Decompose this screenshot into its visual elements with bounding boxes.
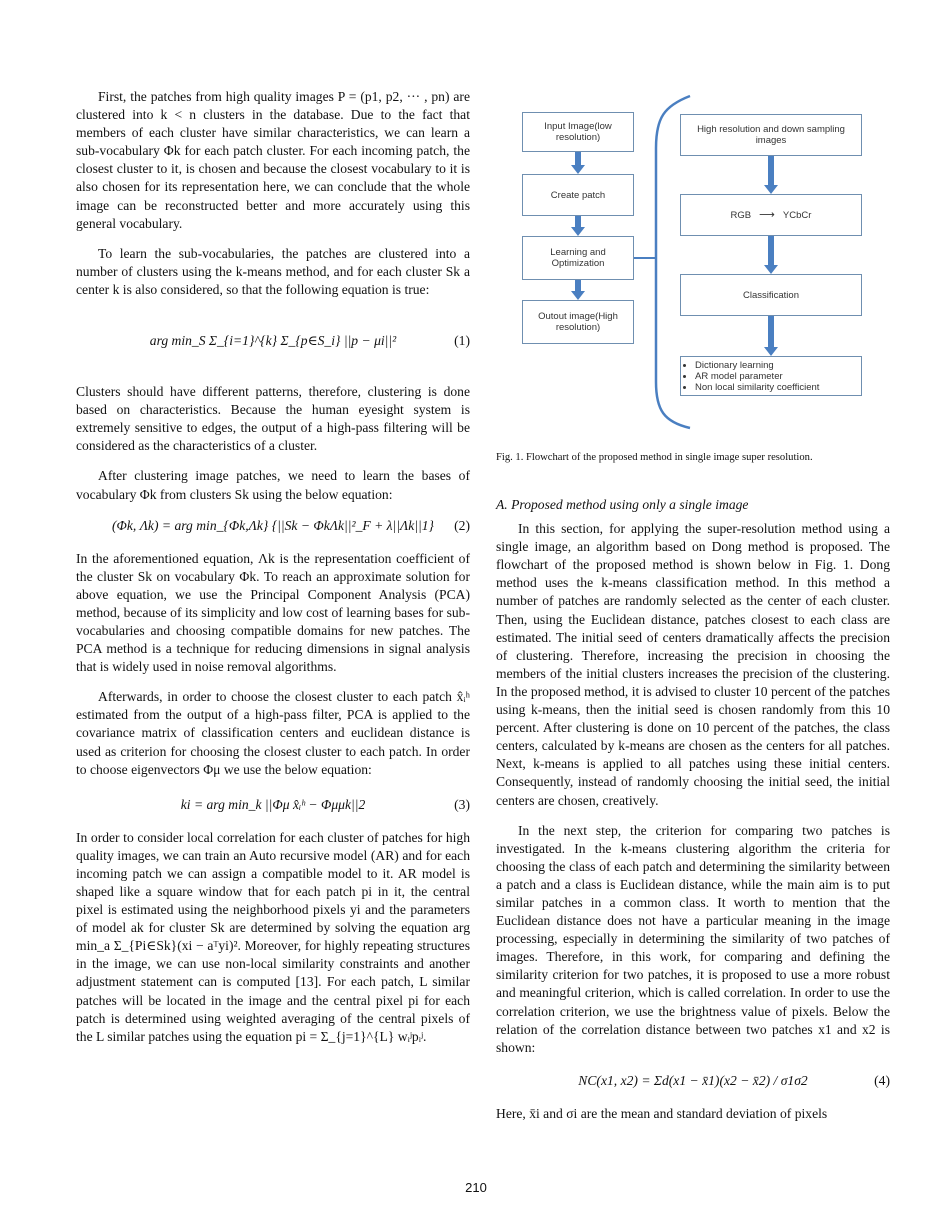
equation-1 <box>76 313 470 369</box>
paragraph: Afterwards, in order to choose the closest cluster to each patch x̂ᵢʰ estimated from the output of a high-pass filter, PCA is applied to the covariance matrix of classification centers and euclidean distance is used as criterion for choosing the closest cluster to each patch. In order to choose eigenvectors Φμ we use the below equation: <box>76 689 470 777</box>
down-arrow-icon <box>764 236 778 274</box>
down-arrow-icon <box>764 156 778 194</box>
equation-number: (2) <box>454 517 470 533</box>
equation-number: (3) <box>454 796 470 812</box>
page-number: 210 <box>465 1180 487 1195</box>
bullet-item: • AR model parameter <box>695 371 819 382</box>
equation-3 <box>76 787 470 823</box>
flow-box-classification: Classification <box>680 274 862 316</box>
bullet-item: • Dictionary learning <box>695 360 819 371</box>
equation-4 <box>496 1061 890 1101</box>
figure-caption: Fig. 1. Flowchart of the proposed method in single image super resolution. <box>496 452 813 463</box>
flow-box-color-conversion <box>680 194 862 236</box>
right-column <box>496 496 890 1123</box>
ycbcr-label: YCbCr <box>782 209 812 221</box>
paragraph: To learn the sub-vocabularies, the patches are clustered into a number of clusters using the k-means method, and for each cluster Sk a center k is also considered, so that the following equation is true: <box>76 245 470 297</box>
paragraph: Here, x̄i and σi are the mean and standard deviation of pixels <box>496 1105 828 1121</box>
paragraph: In this section, for applying the super-resolution method using a single image, an algorithm based on Dong method is proposed. The flowchart of the proposed method is shown below in Fig. 1. Dong method uses the k-means classification method. In this method a number of patches are randomly selected as the center of each cluster. Then, using the Euclidean distance, patches closest to each class are estimated. The initial seed of centers dramatically affects the precision of clustering. Therefore, increasing the precision in choosing the members of the initial clusters increases the precision of the clustering. In the proposed method, it is advised to cluster 10 percent of the patches using k-means, then the initial seed is chosen randomly from this 10 percent. After clustering is done on 10 percent of the patches, the class centers, calculated by k-means are chosen as the centers for all patches. Next, k-means is applied to all patches using these initial centers. Consequently, instead of randomly choosing the initial seed, the initial centers are chosen, creatively. <box>496 521 890 808</box>
flow-box-create-patch: Create patch <box>522 174 634 216</box>
down-arrow-icon <box>764 316 778 356</box>
equation-2 <box>76 508 470 544</box>
equation-body: (Φk, Λk) = arg min_{Φk,Λk} {||Sk − ΦkΛk||²_F + λ||Λk||1} <box>112 517 434 533</box>
left-column <box>76 88 470 1046</box>
equation-number: (1) <box>454 333 470 349</box>
flow-box-bullets <box>680 356 862 396</box>
rgb-label: RGB <box>730 209 752 221</box>
paragraph: First, the patches from high quality images P = (p1, p2, ··· , pn) are clustered into k < n clusters in the database. Due to the fact that members of each cluster have similar characteristics, we can learn a sub-vocabulary Φk for each patch cluster. For each incoming patch, the closest cluster to it, is chosen and because the closest vocabulary to it is also chosen for its representation here, we can conclude that the whole image can be reconstructed better and more accurately using this general vocabulary. <box>76 89 470 231</box>
equation-body: ki = arg min_k ||Φμ x̂ᵢʰ − Φμμk||2 <box>180 796 366 812</box>
right-arrow-icon: ⟶ <box>759 208 775 221</box>
paragraph: After clustering image patches, we need to learn the bases of vocabulary Φk from clusters Sk using the below equation: <box>76 468 470 502</box>
bullet-item: • Non local similarity coefficient <box>695 382 819 393</box>
flow-box-output: Outout image(High resolution) <box>522 300 634 344</box>
flow-box-hr-downsampling: High resolution and down sampling images <box>680 114 862 156</box>
flow-box-input: Input Image(low resolution) <box>522 112 634 152</box>
paragraph: In the next step, the criterion for comparing two patches is investigated. In the k-means clustering algorithm the criteria for choosing the class of each patch and determining the similarity between a patch and a class is Euclidean distance, while the main aim is to put similar patches in a common class. It worth to mention that the Euclidean distance does not have a particular meaning in the image processing, especially in determining the similarity of two patches of images. Therefore, in this work, for comparing and defining the similarity criterion for two patches, it is proposed to use a more robust and meaningful criterion, which is called correlation. In order to use the correlation criterion, we use the brightness value of pixels. Below the relation of the correlation distance between two patches x1 and x2 is shown: <box>496 822 890 1055</box>
equation-number: (4) <box>874 1072 890 1088</box>
equation-body: NC(x1, x2) = Σd(x1 − x̄1)(x2 − x̄2) / σ1σ2 <box>578 1072 808 1088</box>
subsection-heading: A. Proposed method using only a single image <box>496 497 749 512</box>
flowchart-figure <box>514 92 876 432</box>
paragraph: In order to consider local correlation for each cluster of patches for high quality images, we can train an Auto recursive model (AR) and for each incoming patch we can assign a compatible model to it. AR model is shaped like a square window that for each patch pi in it, the central pixel is estimated using the neighborhood pixels yi and the parameters of model ak for cluster Sk are determined by solving the equation arg min_a Σ_{Pi∈Sk}(xi − aᵀyi)². Moreover, for highly repeating structures in the image, we can use non-local similarity constraints and another adjustment statement can is computed [13]. For each patch, L similar patches will be located in the image and the central pixel pi for each patch is determined using weighted averaging of the central pixels of the L similar patches using the equation pi = Σ_{j=1}^{L} wᵢʲpᵢʲ. <box>76 829 470 1044</box>
equation-body: arg min_S Σ_{i=1}^{k} Σ_{p∈S_i} ||p − μi||² <box>149 333 397 349</box>
bullet-list <box>681 360 819 393</box>
paragraph: In the aforementioned equation, Λk is the representation coefficient of the cluster Sk on vocabulary Φk. To reach an approximate solution for above equation, we use the Principal Component Analysis (PCA) method, because of its simplicity and low cost of learning bases for sub-vocabularies and choosing compatible domains for new patches. The PCA method is a technique for reducing dimensions in signal analysis that is widely used in noise removal algorithms. <box>76 550 470 675</box>
flow-box-learning: Learning and Optimization <box>522 236 634 280</box>
paragraph: Clusters should have different patterns, therefore, clustering is done based on characteristics. Because the human eyesight system is extremely sensitive to edges, the output of a high-pass filtering will be considered as the characteristics of a cluster. <box>76 384 470 454</box>
